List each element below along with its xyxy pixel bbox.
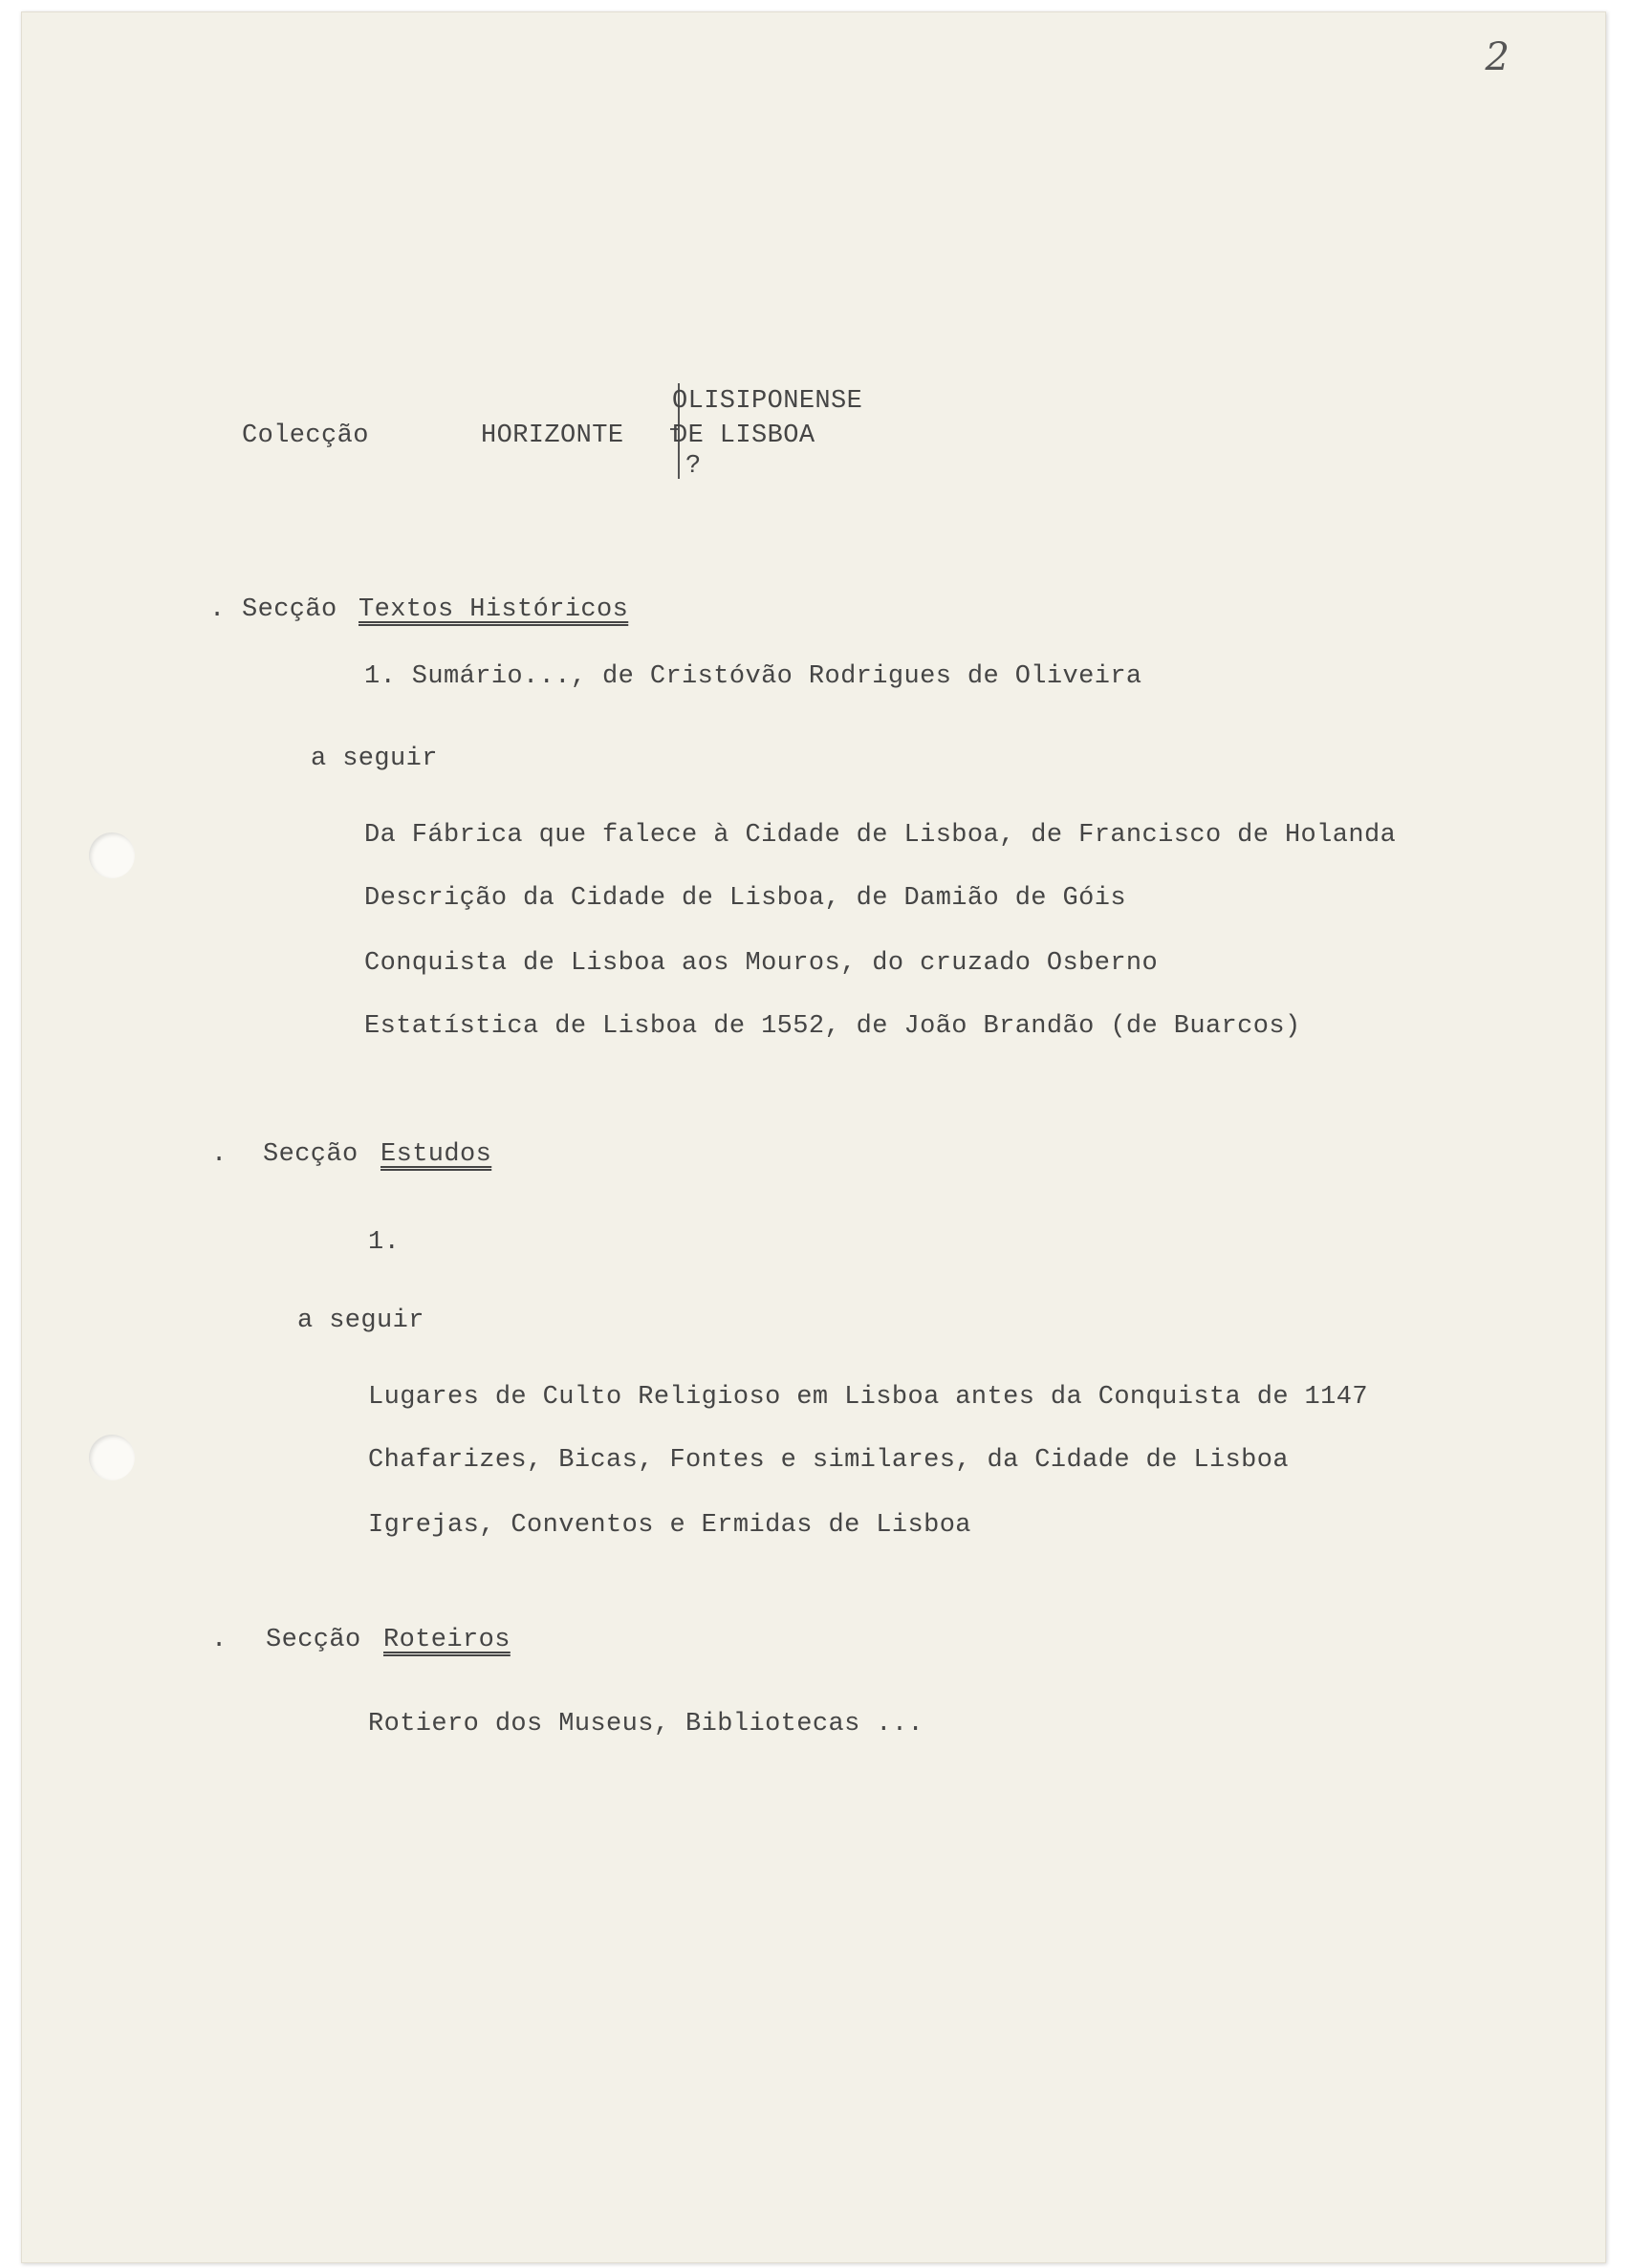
a-seguir: a seguir (297, 1307, 424, 1335)
document-page (21, 11, 1606, 2263)
section-prefix: Secção (266, 1626, 361, 1654)
section-prefix: Secção (263, 1140, 359, 1169)
section-bullet: . (209, 595, 226, 624)
collection-option: ? (685, 452, 702, 481)
punch-hole (89, 832, 135, 878)
list-item: Da Fábrica que falece à Cidade de Lisboa, de Francisco de Holanda (364, 821, 1397, 850)
a-seguir: a seguir (311, 745, 438, 773)
section-bullet: . (211, 1140, 228, 1169)
horizonte-label: HORIZONTE (481, 421, 624, 450)
list-item: Chafarizes, Bicas, Fontes e similares, da Cidade de Lisboa (368, 1446, 1289, 1475)
colleccao-label: Colecção (242, 421, 369, 450)
collection-option: DE LISBOA (672, 421, 815, 450)
list-item: Estatística de Lisboa de 1552, de João Brandão (de Buarcos) (364, 1012, 1301, 1041)
section-prefix: Secção (242, 595, 337, 624)
list-item: Igrejas, Conventos e Ermidas de Lisboa (368, 1511, 971, 1540)
section-bullet: . (211, 1626, 228, 1654)
section-first-item: 1. Sumário..., de Cristóvão Rodrigues de Oliveira (364, 662, 1142, 691)
list-item: Rotiero dos Museus, Bibliotecas ... (368, 1710, 924, 1739)
list-item: Lugares de Culto Religioso em Lisboa antes da Conquista de 1147 (368, 1383, 1368, 1412)
collection-option: OLISIPONENSE (672, 387, 863, 416)
list-item: Descrição da Cidade de Lisboa, de Damião de Góis (364, 884, 1126, 913)
section-title: Estudos (380, 1140, 492, 1169)
page-number: 2 (1485, 35, 1510, 79)
section-title: Textos Históricos (359, 595, 629, 624)
section-title: Roteiros (383, 1626, 511, 1654)
list-item: Conquista de Lisboa aos Mouros, do cruzado Osberno (364, 949, 1159, 978)
punch-hole (89, 1435, 135, 1480)
section-first-item: 1. (368, 1228, 401, 1257)
